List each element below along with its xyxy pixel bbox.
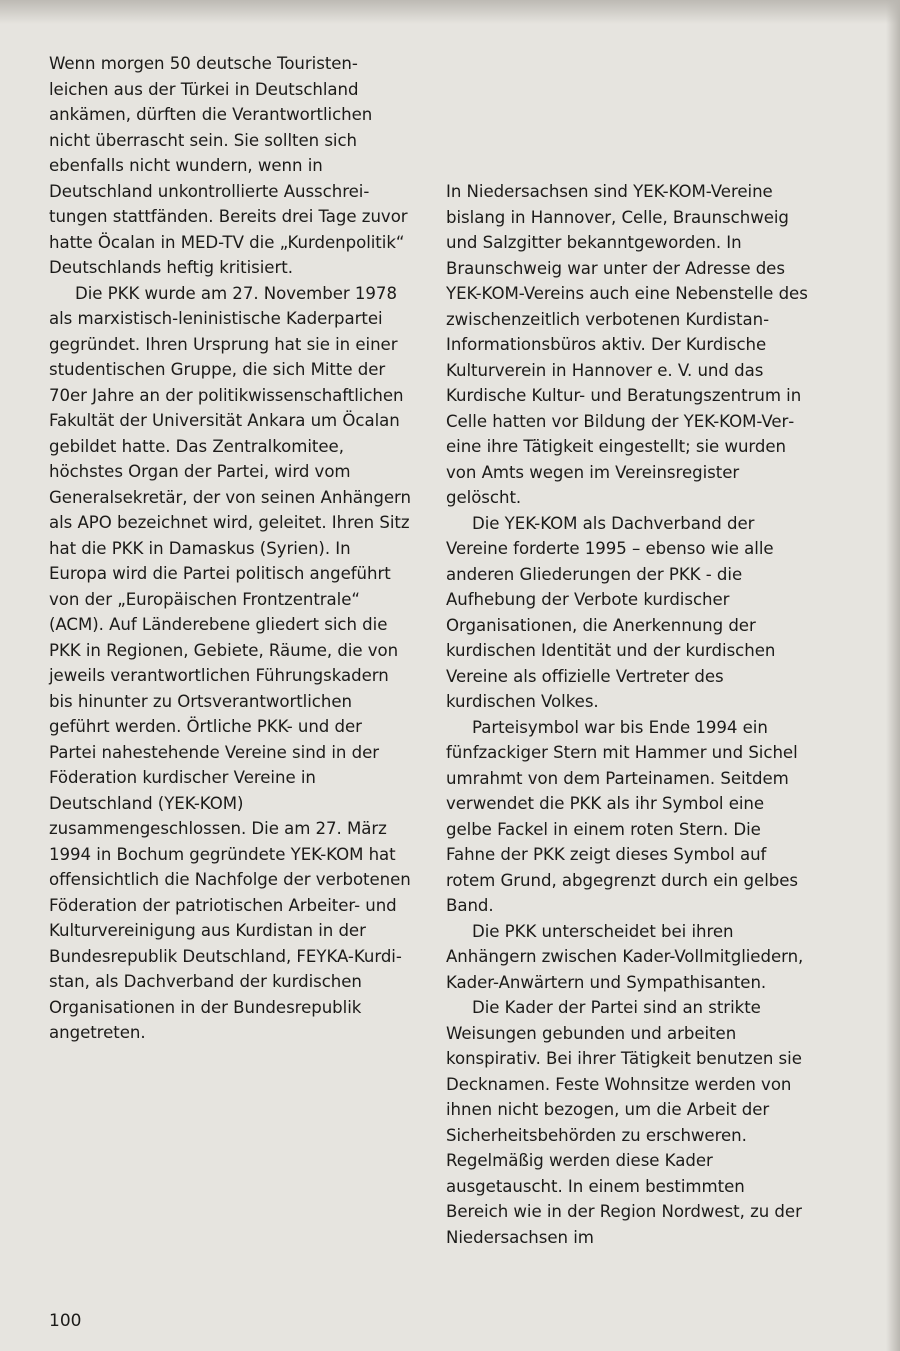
paragraph: Die YEK-KOM als Dachverband der Vereine forderte 1995 – ebenso wie alle anderen Gliederungen der PKK - die Aufhebung der Verbote kurdischer Organisationen, die Anerkennung der kurdischen Identität und der kurdischen Vereine als offizielle Vertreter des kurdischen Volkes.	[446, 513, 776, 711]
paragraph: Parteisymbol war bis Ende 1994 ein fünfzackiger Stern mit Hammer und Sichel umrahmt von dem Parteinamen. Seitdem verwendet die PKK als ihr Symbol eine gelbe Fackel in einem roten Stern. Die Fahne der PKK zeigt dieses Symbol auf rotem Grund, abgegrenzt durch ein gelbes Band.	[446, 717, 798, 915]
page-right-edge	[886, 0, 900, 1351]
right-column	[446, 179, 808, 1250]
paragraph: Die Kader der Partei sind an strikte Weisungen gebunden und arbeiten konspirativ. Bei ihrer Tätigkeit benutzen sie Decknamen. Feste Wohnsitze werden von ihnen nicht bezogen, um die Arbeit der Sicherheitsbehörden zu erschweren. Regelmäßig werden diese Kader ausgetauscht. In einem bestimmten Bereich wie in der Region Nordwest, zu der Niedersachsen im	[446, 998, 802, 1247]
page-number: 100	[49, 1311, 82, 1331]
paragraph: Wenn morgen 50 deutsche Touristenleichen aus der Türkei in Deutschland ankämen, dürften die Verantwortlichen nicht überrascht sein. Sie sollten sich ebenfalls nicht wundern, wenn in Deutschland unkontrollierte Ausschreitungen stattfänden. Bereits drei Tage zuvor hatte Öcalan in MED-TV die „Kurdenpolitik“ Deutschlands heftig kritisiert.	[49, 54, 408, 277]
paragraph: Die PKK wurde am 27. November 1978 als marxistisch-leninistische Kaderpartei gegründet. Ihren Ursprung hat sie in einer studentischen Gruppe, die sich Mitte der 70er Jahre an der politikwissenschaftlichen Fakultät der Universität Ankara um Öcalan gebildet hatte. Das Zentralkomitee, höchstes Organ der Partei, wird vom Generalsekretär, der von seinen Anhängern als APO bezeichnet wird, geleitet. Ihren Sitz hat die PKK in Damaskus (Syrien). In Europa wird die Partei politisch angeführt von der „Europäischen Frontzentrale“ (ACM). Auf Länderebene gliedert sich die PKK in Regionen, Gebiete, Räume, die von jeweils verantwortlichen Führungskadern bis hinunter zu Ortsverantwortlichen geführt werden. Örtliche PKK- und der Partei nahestehende Vereine sind in der Föderation kurdischer Vereine in Deutschland (YEK-KOM) zusammengeschlossen. Die am 27. März 1994 in Bochum gegründete YEK-KOM hat offensichtlich die Nachfolge der verbotenen Föderation der patriotischen Arbeiter- und Kulturvereinigung aus Kurdistan in der Bundesrepublik Deutschland, FEYKA-Kurdistan, als Dachverband der kurdischen Organisationen in der Bundesrepublik angetreten.	[49, 283, 411, 1042]
paragraph: In Niedersachsen sind YEK-KOM-Vereine bislang in Hannover, Celle, Braunschweig und Salzgitter bekanntgeworden. In Braunschweig war unter der Adresse des YEK-KOM-Vereins auch eine Nebenstelle des zwischenzeitlich verbotenen Kurdistan-Informationsbüros aktiv. Der Kurdische Kulturverein in Hannover e. V. und das Kurdische Kultur- und Beratungszentrum in Celle hatten vor Bildung der YEK-KOM-Vereine ihre Tätigkeit eingestellt; sie wurden von Amts wegen im Vereinsregister gelöscht.	[446, 182, 808, 507]
left-column	[49, 51, 411, 1046]
paragraph: Die PKK unterscheidet bei ihren Anhängern zwischen Kader-Vollmitgliedern, Kader-Anwärtern und Sympathisanten.	[446, 921, 804, 992]
page-top-shadow	[0, 0, 900, 24]
